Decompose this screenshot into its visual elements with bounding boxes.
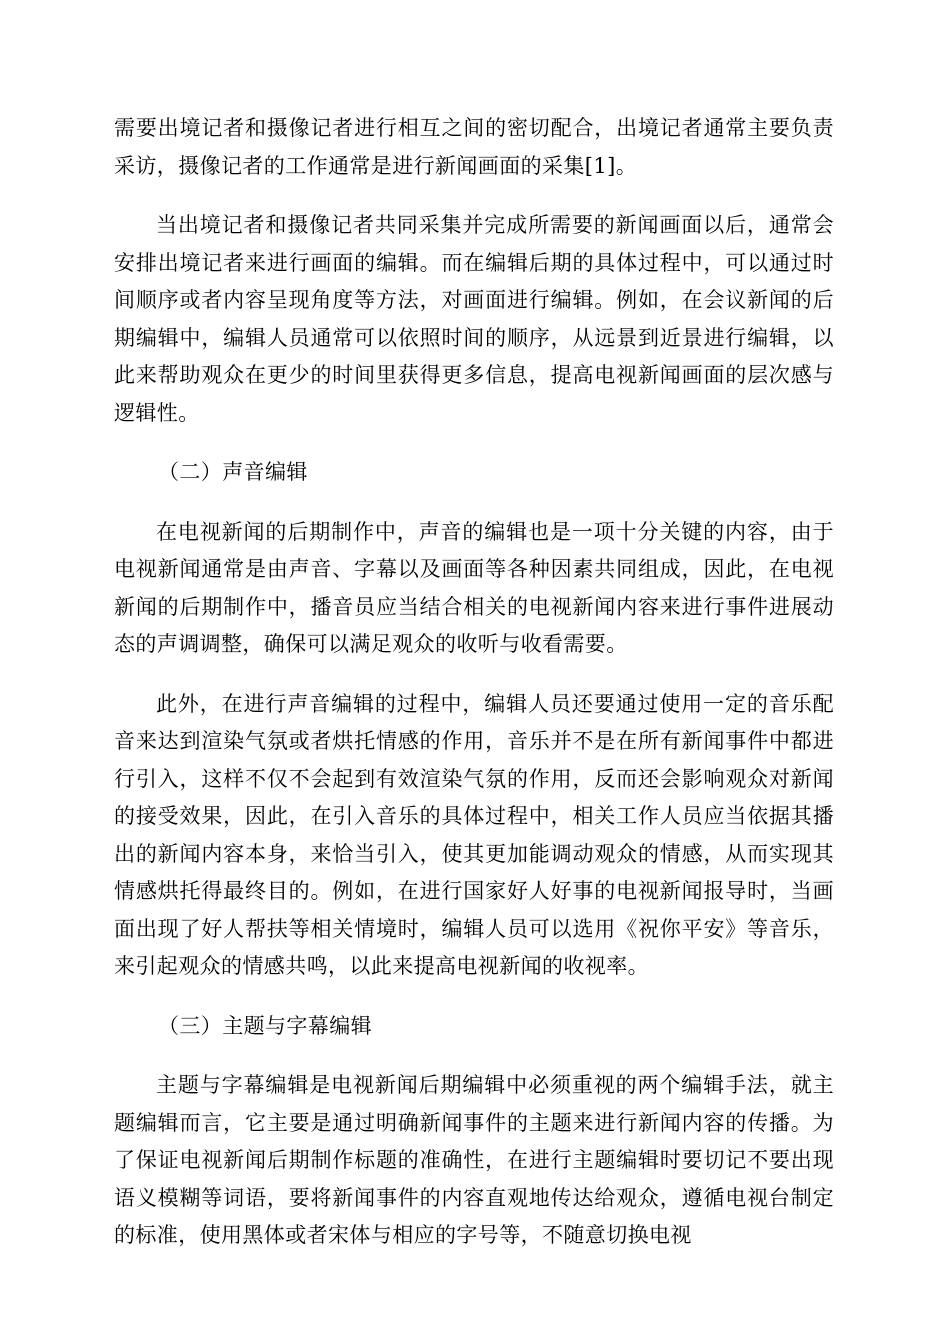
paragraph-continuation: 需要出境记者和摄像记者进行相互之间的密切配合，出境记者通常主要负责采访，摄像记者的工作通常是进行新闻画面的采集[1]。 [114, 116, 834, 178]
section-heading-sound-editing: （二）声音编辑 [158, 460, 308, 484]
paragraph-sound-editing: 在电视新闻的后期制作中，声音的编辑也是一项十分关键的内容，由于电视新闻通常是由声音、字幕以及画面等各种因素共同组成，因此，在电视新闻的后期制作中，播音员应当结合相关的电视新闻内容来进行事件进展动态的声调调整，确保可以满足观众的收听与收看需要。 [114, 519, 834, 656]
paragraph-music-dubbing: 此外，在进行声音编辑的过程中，编辑人员还要通过使用一定的音乐配音来达到渲染气氛或者烘托情感的作用，音乐并不是在所有新闻事件中都进行引入，这样不仅不会起到有效渲染气氛的作用，反而还会影响观众对新闻的接受效果，因此，在引入音乐的具体过程中，相关工作人员应当依据其播出的新闻内容本身，来恰当引入，使其更加能调动观众的情感，从而实现其情感烘托得最终目的。例如，在进行国家好人好事的电视新闻报导时，当画面出现了好人帮扶等相关情境时，编辑人员可以选用《祝你平安》等音乐，来引起观众的情感共鸣，以此来提高电视新闻的收视率。 [114, 691, 834, 978]
section-heading-theme-subtitle-editing: （三）主题与字幕编辑 [158, 1013, 372, 1038]
paragraph-theme-subtitle-editing: 主题与字幕编辑是电视新闻后期编辑中必须重视的两个编辑手法，就主题编辑而言，它主要是通过明确新闻事件的主题来进行新闻内容的传播。为了保证电视新闻后期制作标题的准确性，在进行主题编辑时要切记不要出现语义模糊等词语，要将新闻事件的内容直观地传达给观众，遵循电视台制定的标准，使用黑体或者宋体与相应的字号等，不随意切换电视 [114, 1073, 834, 1247]
paragraph-image-editing: 当出境记者和摄像记者共同采集并完成所需要的新闻画面以后，通常会安排出境记者来进行画面的编辑。而在编辑后期的具体过程中，可以通过时间顺序或者内容呈现角度等方法，对画面进行编辑。例如，在会议新闻的后期编辑中，编辑人员通常可以依照时间的顺序，从远景到近景进行编辑，以此来帮助观众在更少的时间里获得更多信息，提高电视新闻画面的层次感与逻辑性。 [114, 213, 834, 425]
document-body [114, 110, 834, 1277]
